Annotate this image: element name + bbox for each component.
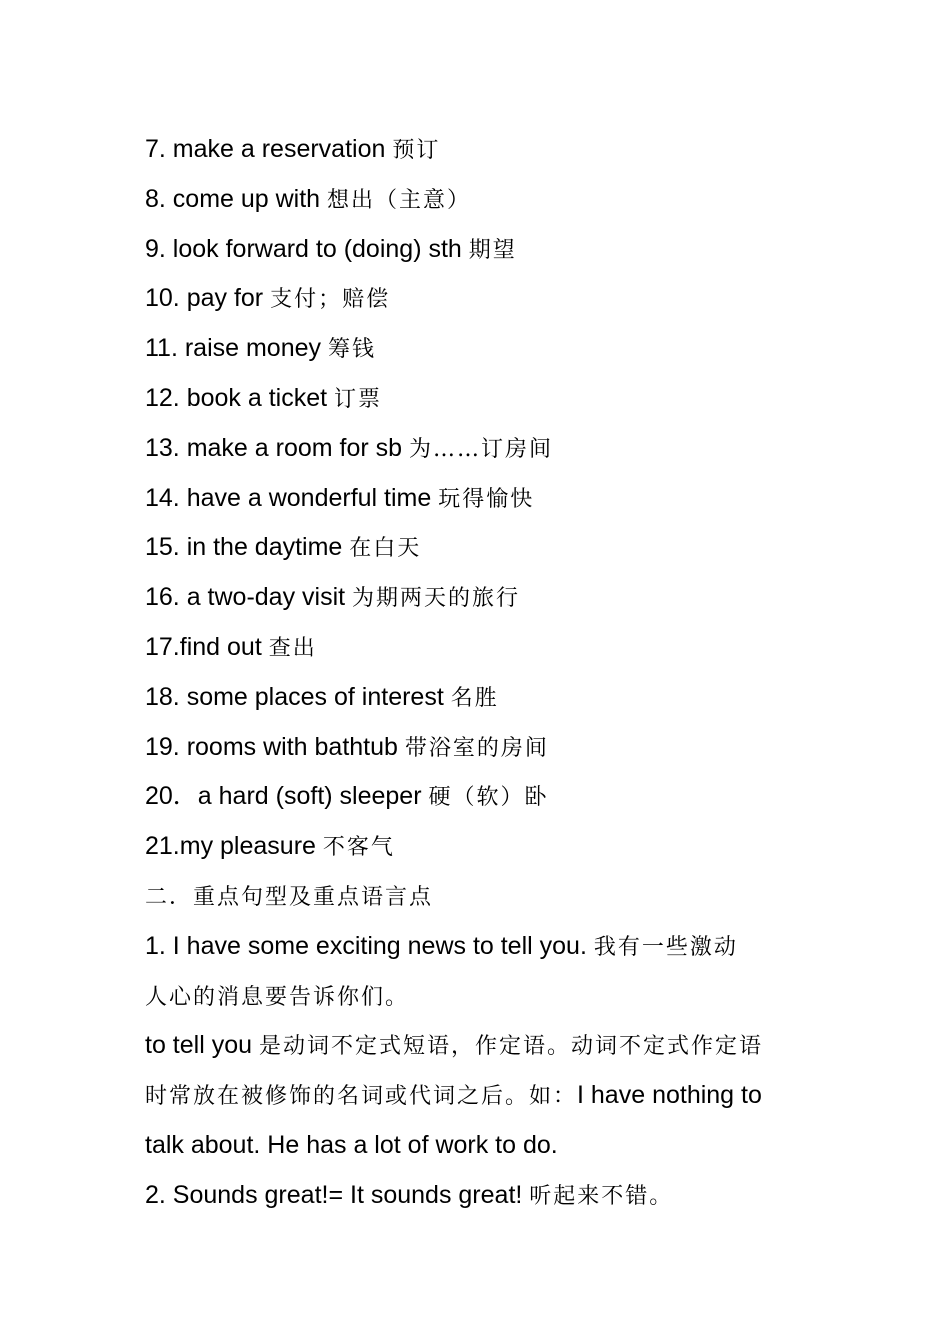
point1-chinese: 我有一些激动 (593, 934, 738, 960)
phrase-chinese: 带浴室的房间 (404, 735, 549, 761)
phrase-chinese: 想出（主意） (327, 187, 472, 213)
phrase-line (145, 474, 815, 524)
phrase-english: 17.find out (145, 632, 262, 661)
phrase-chinese: 预订 (392, 138, 441, 163)
phrase-english: 12. book a ticket (145, 383, 328, 412)
phrase-line (145, 225, 815, 275)
phrase-english: 18. some places of interest (145, 682, 444, 711)
phrase-line (145, 523, 815, 573)
phrase-chinese: 不客气 (322, 835, 395, 861)
point1-line (145, 922, 815, 972)
phrase-line (145, 723, 815, 773)
phrase-chinese: 玩得愉快 (438, 486, 535, 512)
point1-line-continued (145, 972, 815, 1022)
point2-english: 2. Sounds great!= It sounds great! (145, 1180, 523, 1209)
phrase-chinese: 期望 (468, 237, 517, 263)
phrase-english: 20．a hard (soft) sleeper (145, 782, 422, 811)
note-example-english: I have nothing to (577, 1081, 762, 1110)
point2-chinese: 听起来不错。 (529, 1183, 674, 1209)
phrase-english: 21.my pleasure (145, 832, 316, 861)
phrase-line (145, 424, 815, 474)
section-heading (145, 872, 815, 922)
phrase-english: 16. a two-day visit (145, 583, 346, 612)
point1-english: 1. I have some exciting news to tell you. (145, 931, 587, 960)
phrase-line (145, 822, 815, 872)
note-line (145, 1121, 815, 1171)
phrase-line (145, 324, 815, 374)
phrase-chinese: 名胜 (450, 685, 499, 711)
note-english: to tell you (145, 1031, 253, 1060)
phrase-chinese: 为期两天的旅行 (352, 586, 521, 612)
phrase-chinese: 筹钱 (327, 337, 376, 363)
document-body (145, 125, 815, 1221)
phrase-line (145, 573, 815, 623)
phrase-chinese: 硬（软）卧 (428, 785, 549, 811)
note-chinese: 是动词不定式短语，作定语。动词不定式作定语 (258, 1034, 763, 1060)
phrase-chinese: 支付；赔偿 (270, 287, 391, 313)
note-example-english: talk about. He has a lot of work to do. (145, 1130, 558, 1159)
phrase-chinese: 为……订房间 (409, 436, 554, 462)
phrase-english: 8. come up with (145, 184, 321, 213)
phrase-chinese: 查出 (268, 635, 317, 661)
phrase-line (145, 673, 815, 723)
phrase-english: 13. make a room for sb (145, 433, 403, 462)
phrase-chinese: 在白天 (349, 536, 422, 562)
phrase-english: 9. look forward to (doing) sth (145, 234, 462, 263)
phrase-line (145, 274, 815, 324)
note-chinese: 时常放在被修饰的名词或代词之后。如： (145, 1084, 578, 1110)
phrase-english: 14. have a wonderful time (145, 483, 432, 512)
phrase-english: 19. rooms with bathtub (145, 732, 398, 761)
phrase-english: 10. pay for (145, 284, 264, 313)
phrase-english: 7. make a reservation (145, 135, 386, 163)
section-heading-text: 二．重点句型及重点语言点 (145, 884, 434, 910)
phrase-line (145, 772, 815, 822)
point2-line (145, 1171, 815, 1221)
note-line (145, 1071, 815, 1121)
point1-chinese-continued: 人心的消息要告诉你们。 (145, 984, 410, 1010)
phrase-english: 15. in the daytime (145, 533, 343, 562)
phrase-line (145, 623, 815, 673)
phrase-chinese: 订票 (334, 386, 383, 412)
phrase-line (145, 175, 815, 225)
phrase-line (145, 125, 815, 175)
phrase-line (145, 374, 815, 424)
note-line (145, 1021, 815, 1071)
phrase-english: 11. raise money (145, 334, 322, 363)
